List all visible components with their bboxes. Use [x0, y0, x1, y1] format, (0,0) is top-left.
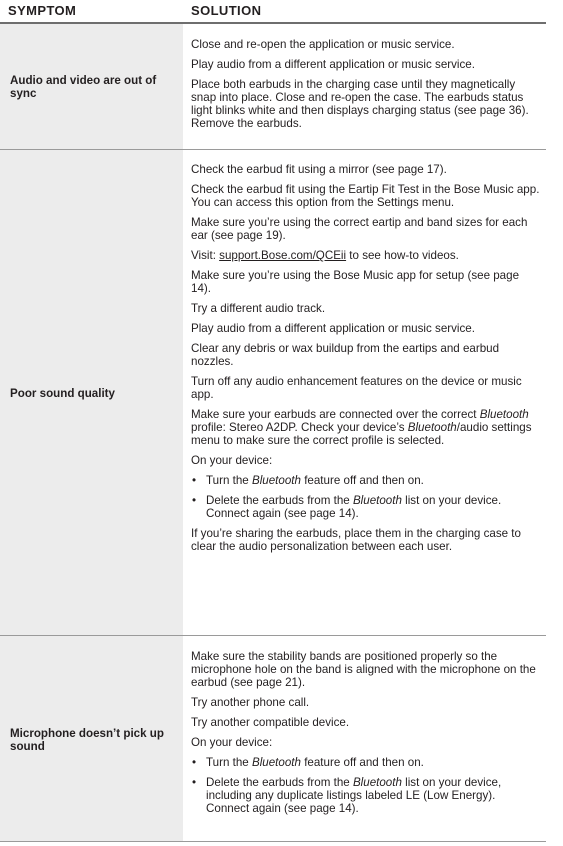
symptom-cell	[0, 24, 183, 149]
symptom-cell	[0, 150, 183, 635]
bullet-item: • Delete the earbuds from the Bluetooth list on your device, including any duplicate listings labeled LE (Low Energy). Connect again (see page 14).	[191, 776, 541, 815]
solution-item: Check the earbud fit using the Eartip Fit Test in the Bose Music app. You can access this option from the Settings menu.	[191, 183, 540, 209]
symptom-column-header: SYMPTOM	[8, 3, 77, 18]
solution-item: Turn off any audio enhancement features on the device or music app.	[191, 375, 522, 401]
solution-item: Try another compatible device.	[191, 716, 350, 729]
table-row	[0, 150, 546, 635]
table-bottom-border	[0, 841, 546, 842]
solution-item: If you’re sharing the earbuds, place them in the charging case to clear the audio personalization between each user.	[191, 527, 521, 553]
solution-item: Make sure your earbuds are connected over the correct Bluetooth profile: Stereo A2DP. Check your device’s Bluetooth/audio settings menu to make sure the correct profile is selected.	[191, 408, 532, 447]
bullet-item: • Delete the earbuds from the Bluetooth list on your device. Connect again (see page 14).	[191, 494, 541, 520]
symptom-cell	[0, 636, 183, 841]
solution-item: Make sure you’re using the correct eartip and band sizes for each ear (see page 19).	[191, 216, 528, 242]
solution-item: Try another phone call.	[191, 696, 310, 709]
symptom-text: Microphone doesn’t pick up sound	[10, 727, 164, 753]
table-row	[0, 24, 546, 149]
table-row	[0, 636, 546, 841]
table-header	[0, 0, 546, 22]
solution-cell	[191, 38, 541, 137]
symptom-text: Audio and video are out of sync	[10, 74, 157, 100]
solution-item: Place both earbuds in the charging case until they magnetically snap into place. Close and re-open the case. The earbuds status light blinks white and then displays charging status (see page 36). Remove the earbuds.	[191, 78, 529, 130]
solution-item: Close and re-open the application or music service.	[191, 38, 455, 51]
bullet-item: • Turn the Bluetooth feature off and then on.	[191, 756, 541, 769]
support-link[interactable]: support.Bose.com/QCEii	[219, 249, 347, 262]
solution-item: Play audio from a different application or music service.	[191, 322, 475, 335]
solution-item: Make sure you’re using the Bose Music app for setup (see page 14).	[191, 269, 520, 295]
solution-column-header: SOLUTION	[191, 3, 262, 18]
solution-item: Check the earbud fit using a mirror (see page 17).	[191, 163, 447, 176]
solution-item: Visit: support.Bose.com/QCEii to see how-to videos.	[191, 249, 459, 262]
solution-cell	[191, 163, 541, 560]
solution-item: Make sure the stability bands are positioned properly so the microphone hole on the band is aligned with the microphone on the earbud (see page 21).	[191, 650, 536, 689]
solution-item: Clear any debris or wax buildup from the eartips and earbud nozzles.	[191, 342, 500, 368]
solution-item: On your device:	[191, 454, 273, 467]
solution-item: Play audio from a different application or music service.	[191, 58, 475, 71]
symptom-text: Poor sound quality	[10, 387, 115, 400]
solution-item: On your device:	[191, 736, 273, 749]
solution-item: Try a different audio track.	[191, 302, 326, 315]
bullet-item: • Turn the Bluetooth feature off and then on.	[191, 474, 541, 487]
solution-cell	[191, 650, 541, 822]
